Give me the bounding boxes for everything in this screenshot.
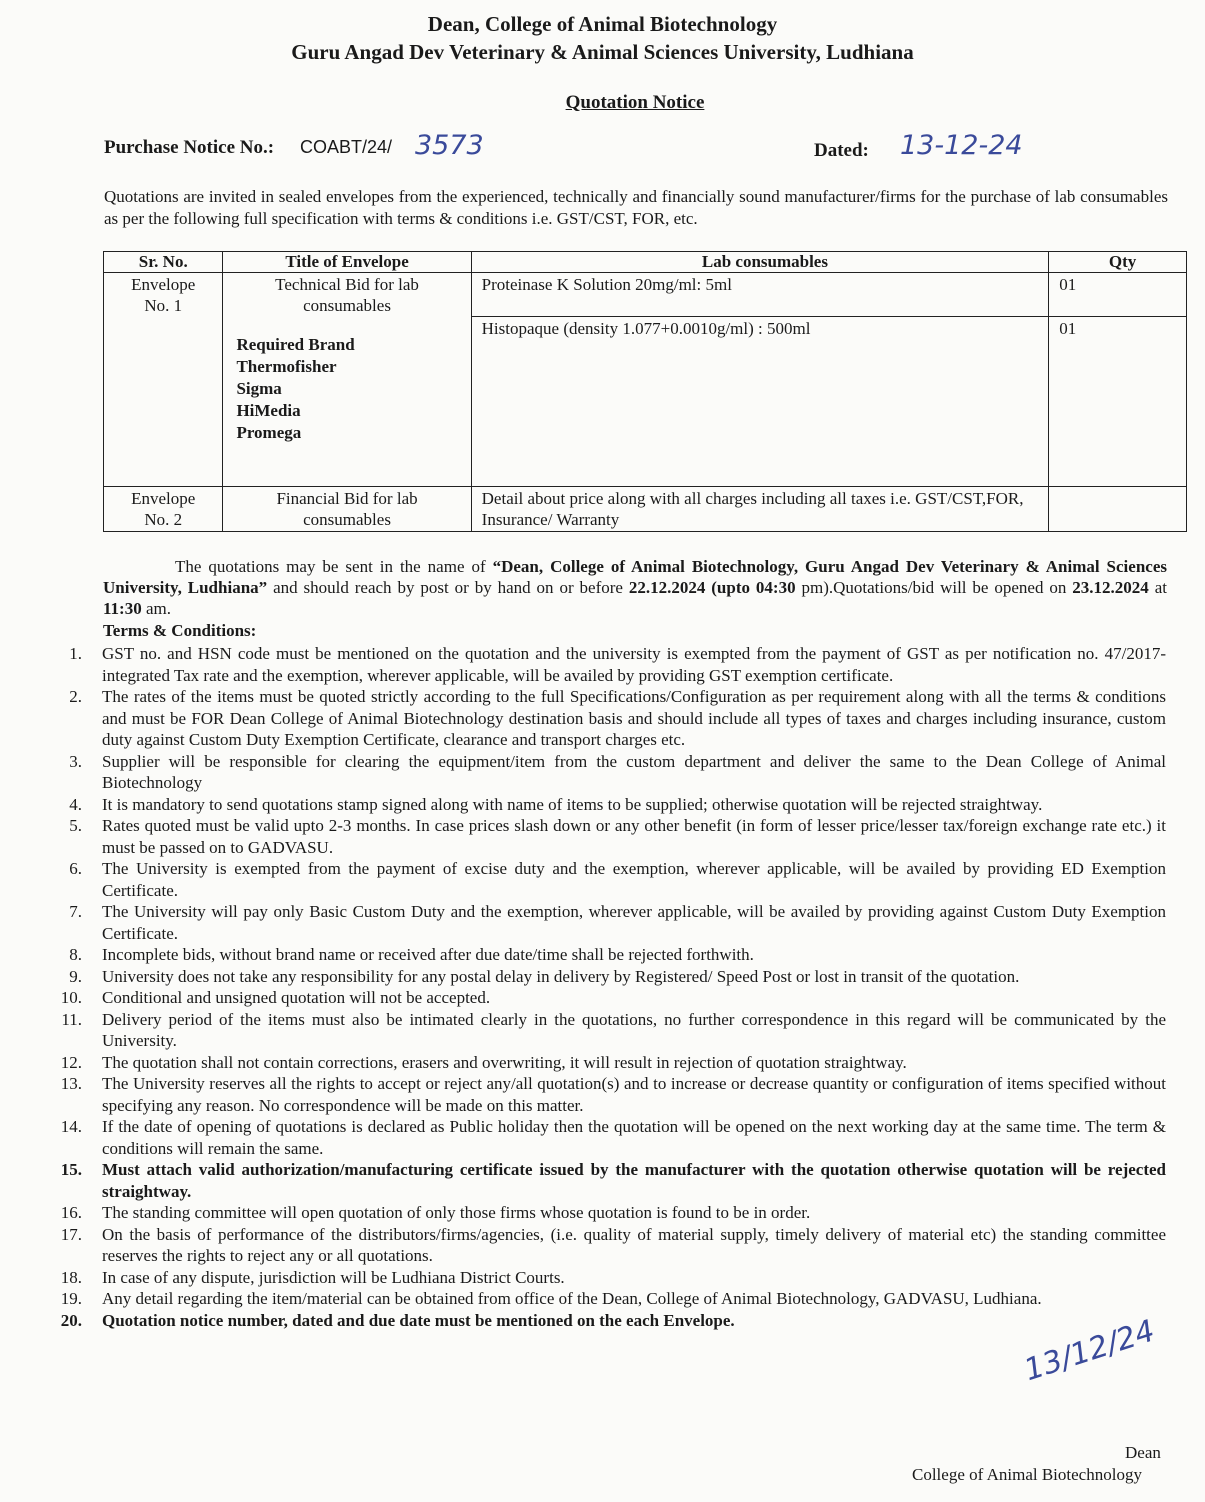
item-qty: 01: [1049, 317, 1187, 487]
envelope-1-title: Technical Bid for lab consumables: [275, 275, 419, 315]
header-title-of-envelope: Title of Envelope: [223, 252, 471, 273]
dated-label: Dated:: [814, 140, 869, 161]
envelope-2-detail: Detail about price along with all charges including all taxes i.e. GST/CST,FOR, Insurance/ Warranty: [471, 487, 1049, 532]
term-number: 17.: [60, 1224, 82, 1244]
term-item: [0, 858, 1205, 901]
addressee: “Dean, College of Animal Biotechnology, Guru Angad Dev Veterinary & Animal Sciences University, Ludhiana”: [103, 557, 1167, 597]
term-number: 2.: [69, 687, 82, 706]
required-brand-list: [224, 334, 469, 444]
brand-heading: Required Brand: [236, 335, 355, 354]
term-item: [0, 1052, 1205, 1074]
header-qty: Qty: [1049, 252, 1187, 273]
terms-heading: Terms & Conditions:: [103, 621, 257, 640]
term-number: 3.: [69, 751, 82, 771]
term-number: 13.: [60, 1074, 82, 1093]
term-item: [0, 901, 1205, 944]
term-number: 6.: [69, 859, 82, 878]
term-text: Delivery period of the items must also be intimated clearly in the quotations, no further correspondence in this regard will be communicated by the University.: [102, 1009, 1166, 1050]
brand-item: Thermofisher: [236, 357, 337, 376]
term-item: [0, 966, 1205, 988]
term-text: The standing committee will open quotation of only those firms whose quotation is found to be in order.: [102, 1203, 811, 1222]
term-text: Conditional and unsigned quotation will not be accepted.: [102, 988, 491, 1007]
header-sr-no: Sr. No.: [104, 252, 223, 273]
term-item: [0, 794, 1205, 816]
term-text: Incomplete bids, without brand name or received after due date/time shall be rejected forthwith.: [102, 945, 754, 964]
term-text: Must attach valid authorization/manufacturing certificate issued by the manufacturer with the quotation otherwise quotation will be rejected straightway.: [102, 1160, 1166, 1201]
consumables-table: [103, 251, 1187, 532]
submission-text: and should reach by post or by hand on or before: [267, 578, 629, 597]
term-number: 20.: [60, 1310, 82, 1330]
envelope-2-title: Financial Bid for lab consumables: [223, 487, 471, 532]
term-text: The University reserves all the rights to accept or reject any/all quotation(s) and to increase or decrease quantity or configuration of items specified without specifying any reason. No correspondence will be made on this matter.: [102, 1074, 1166, 1115]
term-text: The rates of the items must be quoted strictly according to the full Specifications/Configuration as per requirement along with all the terms & conditions and must be FOR Dean College of Animal Biotechnology destination basis and should include all types of taxes and charges including insurance, custom duty against Custom Duty Exemption Certificate, clearance and transport charges etc.: [102, 687, 1166, 749]
envelope-2-qty: [1049, 487, 1187, 532]
submission-text: am.: [141, 599, 172, 618]
term-text: Any detail regarding the item/material can be obtained from office of the Dean, College of Animal Biotechnology, GADVASU, Ludhiana.: [102, 1289, 1042, 1308]
term-number: 19.: [60, 1289, 82, 1308]
term-number: 14.: [60, 1117, 82, 1136]
term-text: Quotation notice number, dated and due date must be mentioned on the each Envelope.: [102, 1310, 735, 1330]
purchase-notice-label: Purchase Notice No.:: [104, 137, 275, 158]
term-text: Rates quoted must be valid upto 2-3 months. In case prices slash down or any other benefit (in form of lesser price/lesser tax/foreign exchange rate etc.) it must be passed on to GADVASU.: [102, 816, 1166, 857]
table-row: [104, 487, 1187, 532]
term-number: 15.: [60, 1160, 82, 1179]
term-number: 16.: [60, 1203, 82, 1222]
submission-paragraph: [103, 556, 1167, 619]
term-item: [0, 686, 1205, 751]
term-number: 18.: [60, 1267, 82, 1287]
term-number: 12.: [60, 1052, 82, 1072]
term-item: [0, 643, 1205, 686]
handwritten-date: 13-12-24: [900, 130, 1023, 161]
term-number: 11.: [61, 1009, 82, 1029]
table-header-row: [104, 252, 1187, 273]
submission-text: at: [1148, 578, 1167, 597]
term-item: [0, 1159, 1205, 1202]
submission-text: pm).Quotations/bid will be opened on: [795, 578, 1073, 597]
term-text: The quotation shall not contain corrections, erasers and overwriting, it will result in rejection of quotation straightway.: [102, 1052, 907, 1072]
handwritten-signature-date: 13/12/24: [1020, 1313, 1159, 1389]
term-item: [0, 1202, 1205, 1224]
term-text: The University will pay only Basic Custom Duty and the exemption, wherever applicable, will be availed by providing against Custom Duty Exemption Certificate.: [102, 902, 1166, 943]
term-number: 7.: [69, 902, 82, 921]
opening-time: 11:30: [103, 599, 142, 618]
brand-item: Promega: [236, 423, 302, 442]
purchase-notice-number: COABT/24/: [300, 137, 393, 157]
term-number: 10.: [60, 988, 82, 1007]
terms-list: [0, 643, 1205, 1331]
item-name: Histopaque (density 1.077+0.0010g/ml) : 500ml: [471, 317, 1049, 487]
term-item: [0, 1288, 1205, 1310]
term-text: University does not take any responsibility for any postal delay in delivery by Registered/ Speed Post or lost in transit of the quotation.: [102, 966, 1020, 986]
term-item: [0, 1224, 1205, 1267]
term-item: [0, 1267, 1205, 1289]
term-item: [0, 815, 1205, 858]
due-date: 22.12.2024 (upto 04:30: [628, 578, 796, 597]
term-number: 9.: [69, 966, 82, 986]
term-item: [0, 1073, 1205, 1116]
term-number: 1.: [69, 644, 82, 663]
header-line-2: Guru Angad Dev Veterinary & Animal Sciences University, Ludhiana: [291, 40, 914, 64]
term-text: If the date of opening of quotations is declared as Public holiday then the quotation will be opened on the next working day at the same time. The term & conditions will remain the same.: [102, 1117, 1166, 1158]
term-text: The University is exempted from the payment of excise duty and the exemption, wherever applicable, will be availed by providing ED Exemption Certificate.: [102, 859, 1166, 900]
term-item: [0, 987, 1205, 1009]
brand-item: Sigma: [236, 379, 282, 398]
term-number: 5.: [69, 816, 82, 835]
item-name: Proteinase K Solution 20mg/ml: 5ml: [471, 273, 1049, 317]
table-row: [104, 273, 1187, 317]
header-lab-consumables: Lab consumables: [471, 252, 1049, 273]
term-text: It is mandatory to send quotations stamp signed along with name of items to be supplied; otherwise quotation will be rejected straightway.: [102, 794, 1043, 814]
term-item: [0, 944, 1205, 966]
term-text: Supplier will be responsible for clearing the equipment/item from the custom department and deliver the same to the Dean College of Animal Biotechnology: [102, 751, 1166, 792]
envelope-1-title-cell: [223, 273, 471, 487]
submission-text: The quotations may be sent in the name of: [175, 557, 493, 576]
term-item: [0, 1009, 1205, 1052]
envelope-1-sr: Envelope No. 1: [104, 273, 223, 487]
term-item: [0, 1116, 1205, 1159]
header-line-1: Dean, College of Animal Biotechnology: [427, 12, 778, 36]
envelope-2-sr: Envelope No. 2: [104, 487, 223, 532]
term-text: On the basis of performance of the distributors/firms/agencies, (i.e. quality of material supply, timely delivery of material etc) the standing committee reserves the rights to reject any or all quotations.: [102, 1224, 1166, 1265]
opening-date: 23.12.2024: [1072, 578, 1149, 597]
signatory-title: Dean: [1125, 1443, 1161, 1462]
term-number: 4.: [69, 794, 82, 814]
notice-title: Quotation Notice: [565, 92, 705, 113]
signatory-office: College of Animal Biotechnology: [912, 1465, 1142, 1484]
term-number: 8.: [69, 945, 82, 964]
handwritten-notice-number: 3573: [415, 130, 484, 161]
intro-paragraph: Quotations are invited in sealed envelopes from the experienced, technically and financially sound manufacturer/firms for the purchase of lab consumables as per the following full specification with terms & conditions i.e. GST/CST, FOR, etc.: [104, 187, 1168, 228]
item-qty: 01: [1049, 273, 1187, 317]
term-text: GST no. and HSN code must be mentioned on the quotation and the university is exempted from the payment of GST as per notification no. 47/2017-integrated Tax rate and the exemption, wherever applicable, will be availed by providing GST exemption certificate.: [102, 644, 1166, 685]
term-item: [0, 1310, 1205, 1332]
term-item: [0, 751, 1205, 794]
brand-item: HiMedia: [236, 401, 301, 420]
term-text: In case of any dispute, jurisdiction will be Ludhiana District Courts.: [102, 1267, 565, 1287]
